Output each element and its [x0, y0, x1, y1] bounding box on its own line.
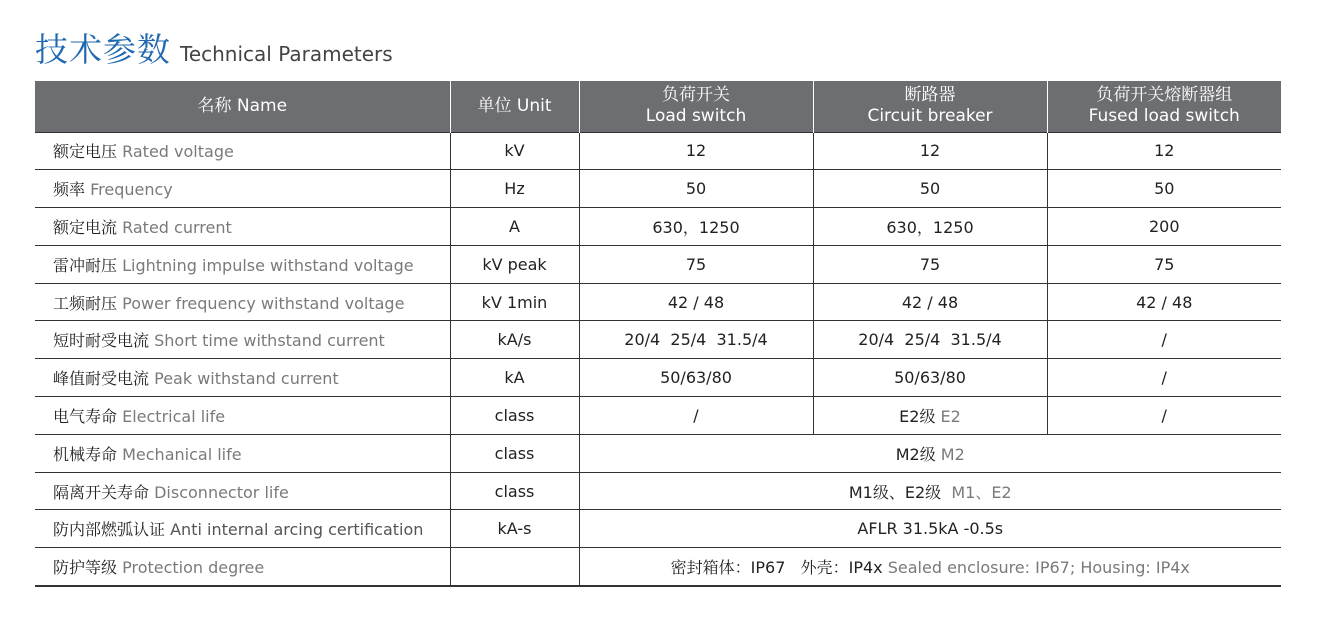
unit-cell: Hz [450, 170, 579, 208]
page-title [35, 24, 393, 68]
table-row [35, 472, 1281, 510]
parameter-name-cn: 机械寿命 [53, 444, 118, 464]
unit-cell: kA/s [450, 321, 579, 359]
table-row [35, 434, 1281, 472]
parameter-name-cn: 频率 [53, 180, 86, 200]
load-switch-value: 630，1250 [579, 208, 813, 246]
table-row [35, 397, 1281, 435]
parameter-name [35, 472, 450, 510]
value-en: E2 [940, 406, 961, 426]
parameter-name [35, 132, 450, 170]
merged-value [579, 510, 1281, 548]
table-row [35, 283, 1281, 321]
unit-cell: class [450, 434, 579, 472]
fused-load-switch-value: 50 [1047, 170, 1281, 208]
header-load-switch-en: Load switch [645, 106, 747, 127]
parameters-table [35, 81, 1281, 587]
fused-load-switch-value: / [1047, 397, 1281, 435]
header-fused-load-switch [1047, 81, 1281, 132]
parameter-name [35, 170, 450, 208]
parameter-name-cn: 隔离开关寿命 [53, 482, 150, 502]
fused-load-switch-value: 12 [1047, 132, 1281, 170]
header-circuit-breaker-en: Circuit breaker [867, 106, 993, 127]
unit-cell: kA [450, 359, 579, 397]
parameter-name [35, 321, 450, 359]
header-fused-load-switch-en: Fused load switch [1088, 106, 1240, 127]
value-cn: M2级 [895, 444, 936, 464]
parameter-name [35, 510, 450, 548]
title-english: Technical Parameters [180, 42, 393, 66]
table-row [35, 321, 1281, 359]
table-row [35, 359, 1281, 397]
header-unit: 单位 Unit [450, 81, 579, 132]
load-switch-value: 12 [579, 132, 813, 170]
circuit-breaker-value: 630，1250 [813, 208, 1047, 246]
header-circuit-breaker-cn: 断路器 [904, 85, 956, 106]
circuit-breaker-value: 50/63/80 [813, 359, 1047, 397]
table-body [35, 132, 1281, 586]
parameter-name-en: Short time withstand current [154, 331, 385, 351]
parameter-name-cn: 额定电压 [53, 142, 118, 162]
parameter-name-cn: 峰值耐受电流 [53, 369, 150, 389]
table-row [35, 245, 1281, 283]
merged-value [579, 434, 1281, 472]
header-circuit-breaker [813, 81, 1047, 132]
unit-cell: class [450, 397, 579, 435]
unit-cell: class [450, 472, 579, 510]
table-row [35, 132, 1281, 170]
parameter-name-cn: 额定电流 [53, 217, 118, 237]
unit-cell: kA-s [450, 510, 579, 548]
parameter-name [35, 283, 450, 321]
parameter-name [35, 245, 450, 283]
fused-load-switch-value: 75 [1047, 245, 1281, 283]
value-cn: AFLR 31.5kA -0.5s [857, 519, 1004, 539]
circuit-breaker-value: 12 [813, 132, 1047, 170]
circuit-breaker-value [813, 397, 1047, 435]
merged-value [579, 548, 1281, 586]
load-switch-value: 42 / 48 [579, 283, 813, 321]
parameter-name-cn: 工频耐压 [53, 293, 118, 313]
circuit-breaker-value: 42 / 48 [813, 283, 1047, 321]
unit-cell [450, 548, 579, 586]
parameter-name [35, 397, 450, 435]
table-row [35, 170, 1281, 208]
parameter-name-cn: 短时耐受电流 [53, 331, 150, 351]
circuit-breaker-value: 20/4 25/4 31.5/4 [813, 321, 1047, 359]
unit-cell: kV [450, 132, 579, 170]
parameter-name-en: Disconnector life [154, 482, 289, 502]
load-switch-value: 50/63/80 [579, 359, 813, 397]
parameter-name-en: Power frequency withstand voltage [122, 293, 405, 313]
load-switch-value: / [579, 397, 813, 435]
circuit-breaker-value: 75 [813, 245, 1047, 283]
parameter-name [35, 359, 450, 397]
parameter-name [35, 208, 450, 246]
value-en: M2 [940, 444, 965, 464]
load-switch-value: 20/4 25/4 31.5/4 [579, 321, 813, 359]
fused-load-switch-value: / [1047, 321, 1281, 359]
table-row [35, 510, 1281, 548]
load-switch-value: 50 [579, 170, 813, 208]
value-cn: E2级 [899, 406, 936, 426]
parameter-name-en: Anti internal arcing certification [170, 520, 424, 540]
value-cn: 密封箱体：IP67 外壳：IP4x [670, 557, 883, 577]
fused-load-switch-value: 200 [1047, 208, 1281, 246]
value-cn: M1级、E2级 [848, 482, 942, 502]
merged-value [579, 472, 1281, 510]
header-row [35, 81, 1281, 132]
header-load-switch-cn: 负荷开关 [662, 85, 730, 106]
parameter-name-cn: 防内部燃弧认证 [53, 520, 166, 540]
header-name: 名称 Name [197, 95, 288, 116]
unit-cell: A [450, 208, 579, 246]
parameter-name-en: Rated voltage [122, 142, 234, 162]
fused-load-switch-value: / [1047, 359, 1281, 397]
parameter-name-en: Protection degree [122, 557, 265, 577]
parameter-name [35, 434, 450, 472]
circuit-breaker-value: 50 [813, 170, 1047, 208]
value-en: Sealed enclosure: IP67; Housing: IP4x [887, 557, 1190, 577]
fused-load-switch-value: 42 / 48 [1047, 283, 1281, 321]
header-fused-load-switch-cn: 负荷开关熔断器组 [1096, 85, 1233, 106]
parameter-name-en: Peak withstand current [154, 369, 339, 389]
load-switch-value: 75 [579, 245, 813, 283]
unit-cell: kV 1min [450, 283, 579, 321]
table-row [35, 548, 1281, 586]
table-row [35, 208, 1281, 246]
unit-cell: kV peak [450, 245, 579, 283]
parameter-name-cn: 防护等级 [53, 557, 118, 577]
parameter-name-en: Electrical life [122, 406, 226, 426]
table-header [35, 81, 1281, 132]
title-chinese: 技术参数 [35, 30, 171, 69]
parameter-name-cn: 雷冲耐压 [53, 255, 118, 275]
parameter-name-cn: 电气寿命 [53, 406, 118, 426]
parameter-name-en: Rated current [122, 217, 232, 237]
parameter-name-en: Frequency [90, 180, 173, 200]
header-load-switch [579, 81, 813, 132]
parameter-name-en: Lightning impulse withstand voltage [122, 255, 414, 275]
parameter-name [35, 548, 450, 586]
value-en: M1、E2 [951, 482, 1012, 502]
parameter-name-en: Mechanical life [122, 444, 242, 464]
